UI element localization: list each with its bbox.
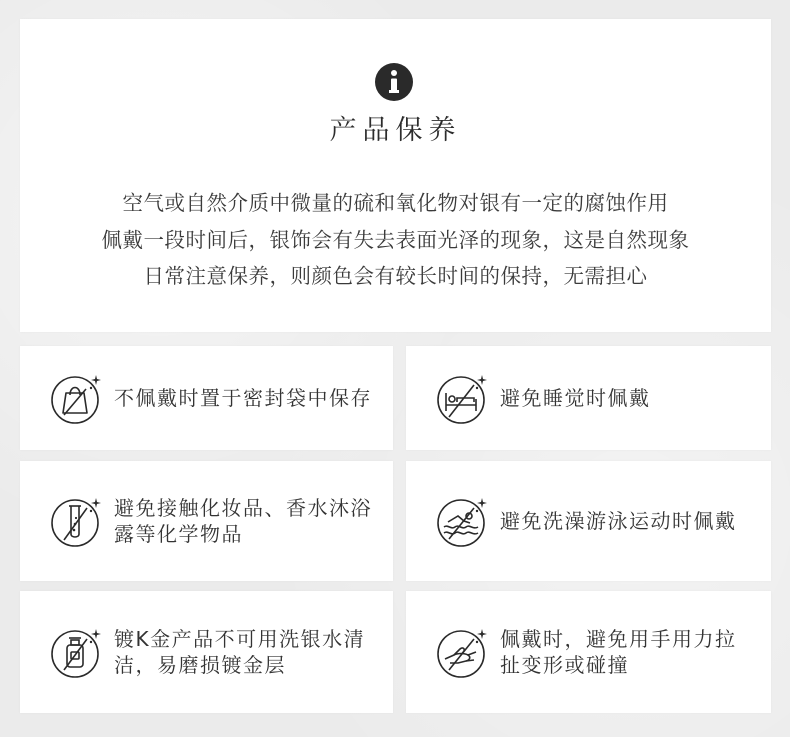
description-line: 佩戴一段时间后，银饰会有失去表面光泽的现象，这是自然现象	[101, 227, 690, 252]
tip-card-cosmetics	[20, 461, 393, 581]
tip-text: 避免接触化妆品、香水沐浴露等化学物品	[114, 496, 372, 546]
description-line: 日常注意保养，则颜色会有较长时间的保持，无需担心	[143, 264, 648, 288]
tip-card-storage	[20, 346, 393, 450]
page-title: 产品保养	[329, 115, 462, 146]
no-sleep-icon	[436, 371, 490, 425]
description-line: 空气或自然介质中微量的硫和氧化物对银有一定的腐蚀作用	[122, 191, 669, 215]
tip-text: 不佩戴时置于密封袋中保存	[114, 386, 372, 410]
no-cosmetics-icon	[50, 494, 104, 548]
tip-card-swim	[406, 461, 771, 581]
no-detergent-icon	[50, 625, 104, 679]
no-swim-icon	[436, 494, 490, 548]
care-intro-card	[20, 19, 771, 332]
tip-card-detergent	[20, 591, 393, 713]
tip-card-force	[406, 591, 771, 713]
tip-text: 避免睡觉时佩戴	[500, 386, 651, 410]
info-icon	[374, 62, 414, 102]
tip-text: 避免洗澡游泳运动时佩戴	[500, 509, 737, 533]
no-force-icon	[436, 625, 490, 679]
bag-icon	[50, 371, 104, 425]
tip-card-sleep	[406, 346, 771, 450]
care-description	[20, 185, 771, 295]
tip-text: 佩戴时，避免用手用力拉扯变形或碰撞	[500, 627, 737, 677]
tip-text: 镀K金产品不可用洗银水清洁，易磨损镀金层	[114, 627, 366, 677]
